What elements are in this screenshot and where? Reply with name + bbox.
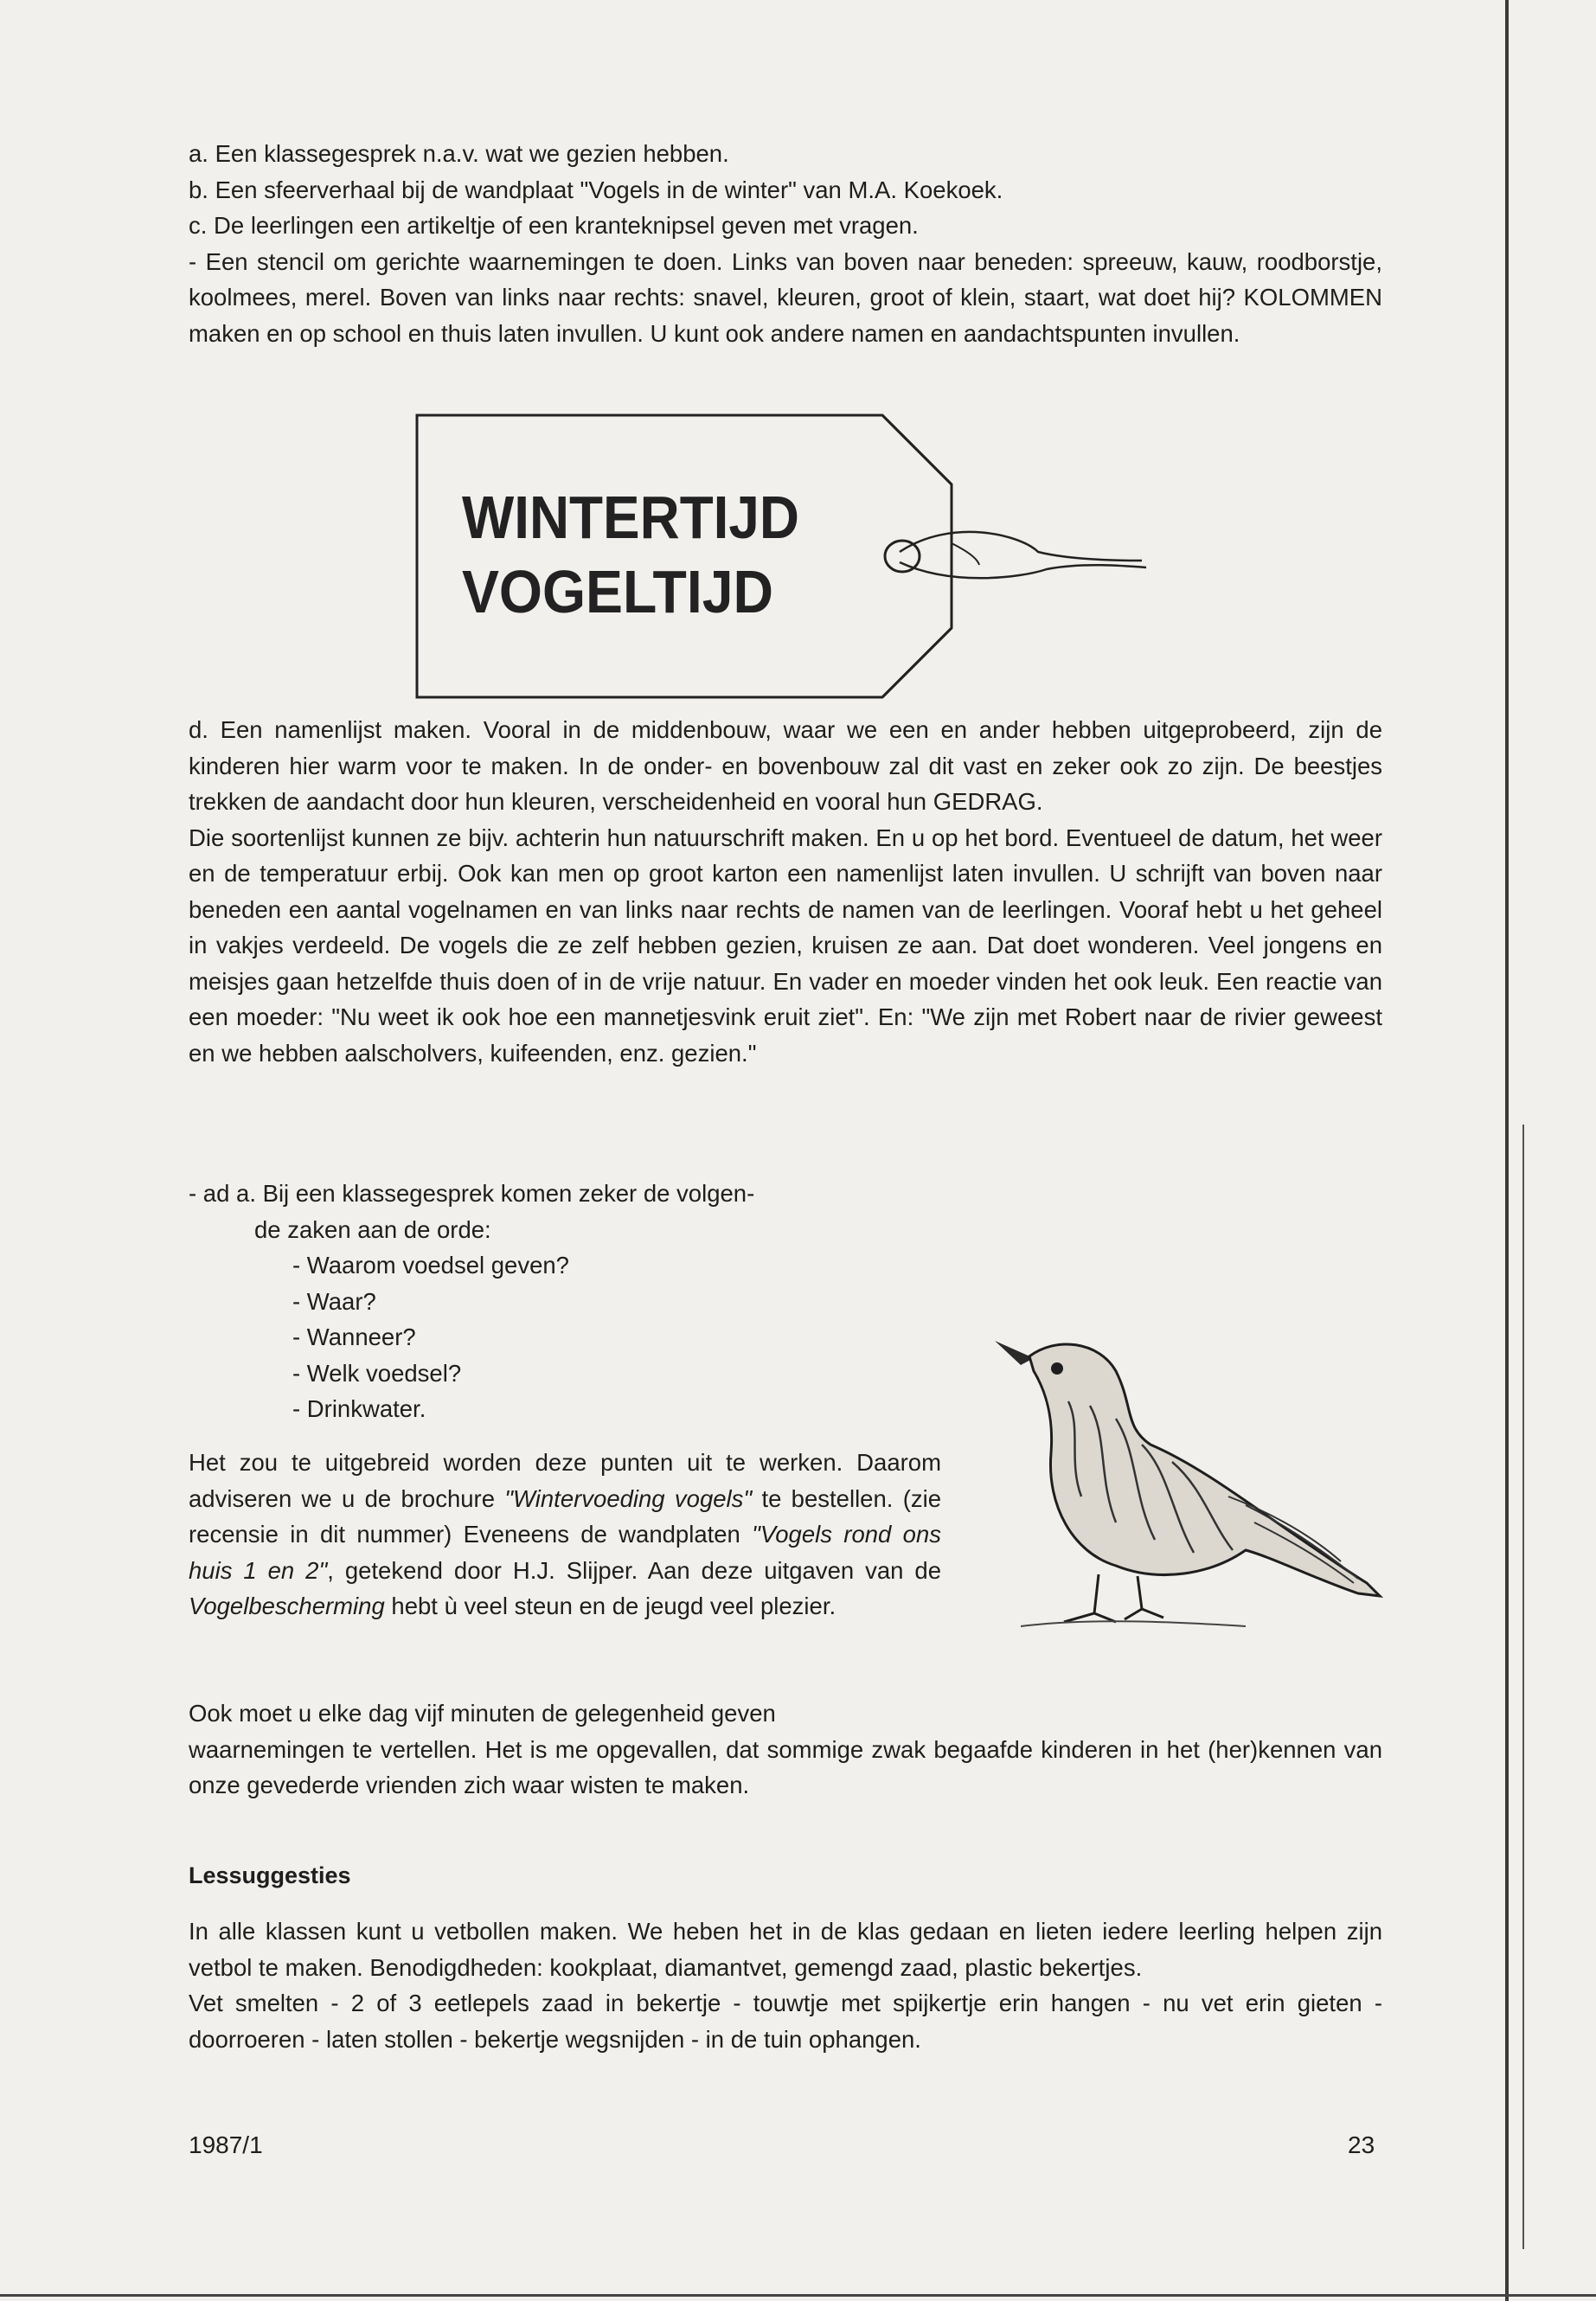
observation-line1: Ook moet u elke dag vijf minuten de gelegenheid geven [189, 1700, 776, 1727]
brochure-title: "Wintervoeding vogels" [504, 1484, 753, 1512]
page-edge-bottom [0, 2294, 1596, 2297]
brochure-text-a: Het zou te uitgebreid worden deze punten uit te werken. Daarom adviseren we u de brochure [189, 1449, 941, 1512]
question-item: - Welk voedsel? [292, 1359, 462, 1387]
list-item-b: b. Een sfeerverhaal bij de wandplaat "Vogels in de winter" van M.A. Koekoek. [189, 176, 1003, 203]
lessons-paragraph1: In alle klassen kunt u vetbollen maken. We heben het in de klas gedaan en lieten iedere leerling helpen zijn vetbol te maken. Benodigdheden: kookplaat, diamantvet, gemengd zaad, plastic bekertjes. [189, 1918, 1382, 1981]
paragraph-soortenlijst: Die soortenlijst kunnen ze bijv. achterin hun natuurschrift maken. En u op het bord. Eventueel de datum, het weer en de temperatuur erbij. Ook kan men op groot karton een namenlijst laten invullen. U schrijft van boven naar beneden een aantal vogelnamen en van links naar rechts de namen van de leerlingen. Vooraf hebt u het geheel in vakjes verdeeld. De vogels die ze zelf hebben gezien, kruisen ze aan. Dat doet wonderen. Veel jongens en meisjes gaan hetzelfde thuis doen of in de vrije natuur. En vader en moeder vinden het ook leuk. Een reactie van een moeder: "Nu weet ik ook hoe een mannetjesvink eruit ziet". En: "We zijn met Robert naar de rivier geweest en we hebben aalscholvers, kuifeenden, enz. gezien." [189, 824, 1382, 1067]
name-list-section [189, 712, 1382, 1071]
ad-intro-line1: - ad a. Bij een klassegesprek komen zeker de volgen- [189, 1180, 755, 1207]
luggage-tag-graphic [415, 413, 1168, 699]
lessons-paragraph2: Vet smelten - 2 of 3 eetlepels zaad in bekertje - touwtje met spijkertje erin hangen - nu vet erin gieten - doorroeren - laten stollen - bekertje wegsnijden - in de tuin ophangen. [189, 1990, 1382, 2053]
lessons-section [189, 1913, 1382, 2057]
question-item: - Waarom voedsel geven? [292, 1252, 569, 1279]
brochure-paragraph [189, 1445, 941, 1625]
wallchart-title: "Vogels rond ons huis 1 en 2" [189, 1521, 941, 1584]
paragraph-d: d. Een namenlijst maken. Vooral in de middenbouw, waar we een en ander hebben uitgeprobeerd, zijn de kinderen hier warm voor te maken. In de onder- en bovenbouw zal dit vast en zeker ook zo zijn. De beestjes trekken de aandacht door hun kleuren, verscheidenheid en vooral hun GEDRAG. [189, 716, 1382, 815]
page-edge-shadow [1522, 1125, 1524, 2249]
brochure-text-d: hebt ù veel steun en de jeugd veel plezier. [384, 1593, 836, 1619]
bird-illustration [986, 1324, 1393, 1635]
stencil-paragraph: - Een stencil om gerichte waarnemingen te doen. Links van boven naar beneden: spreeuw, kauw, roodborstje, koolmees, merel. Boven van links naar rechts: snavel, kleuren, groot of klein, staart, wat doet hij? KOLOMMEN maken en op school en thuis laten invullen. U kunt ook andere namen en aandachtspunten invullen. [189, 247, 1382, 347]
ad-intro-line2: de zaken aan de orde: [254, 1215, 491, 1243]
tag-title-line1: WINTERTIJD [462, 484, 799, 551]
issue-number: 1987/1 [189, 2131, 263, 2158]
question-item: - Drinkwater. [292, 1395, 426, 1422]
question-item: - Wanneer? [292, 1324, 416, 1350]
page-number: 23 [1348, 2131, 1375, 2158]
section-heading: Lessuggesties [189, 1862, 351, 1888]
list-item-a: a. Een klassegesprek n.a.v. wat we gezien hebben. [189, 140, 729, 167]
brochure-text-b: te bestellen. (zie recensie in dit nummer) Eveneens de wandplaten [189, 1484, 942, 1548]
intro-list [189, 136, 1382, 351]
ad-a-section [189, 1176, 829, 1427]
observation-paragraph [189, 1695, 1382, 1804]
organisation-name: Vogelbescherming [189, 1593, 385, 1619]
list-item-c: c. De leerlingen een artikeltje of een kranteknipsel geven met vragen. [189, 212, 919, 239]
tag-title-line2: VOGELTIJD [462, 558, 773, 625]
question-item: - Waar? [292, 1287, 376, 1315]
observation-line2: waarnemingen te vertellen. Het is me opgevallen, dat sommige zwak begaafde kinderen in het (her)kennen van onze gevederde vrienden zich waar wisten te maken. [189, 1735, 1382, 1798]
brochure-text-c: , getekend door H.J. Slijper. Aan deze uitgaven van de [327, 1556, 941, 1584]
page-edge-right [1505, 0, 1509, 2301]
